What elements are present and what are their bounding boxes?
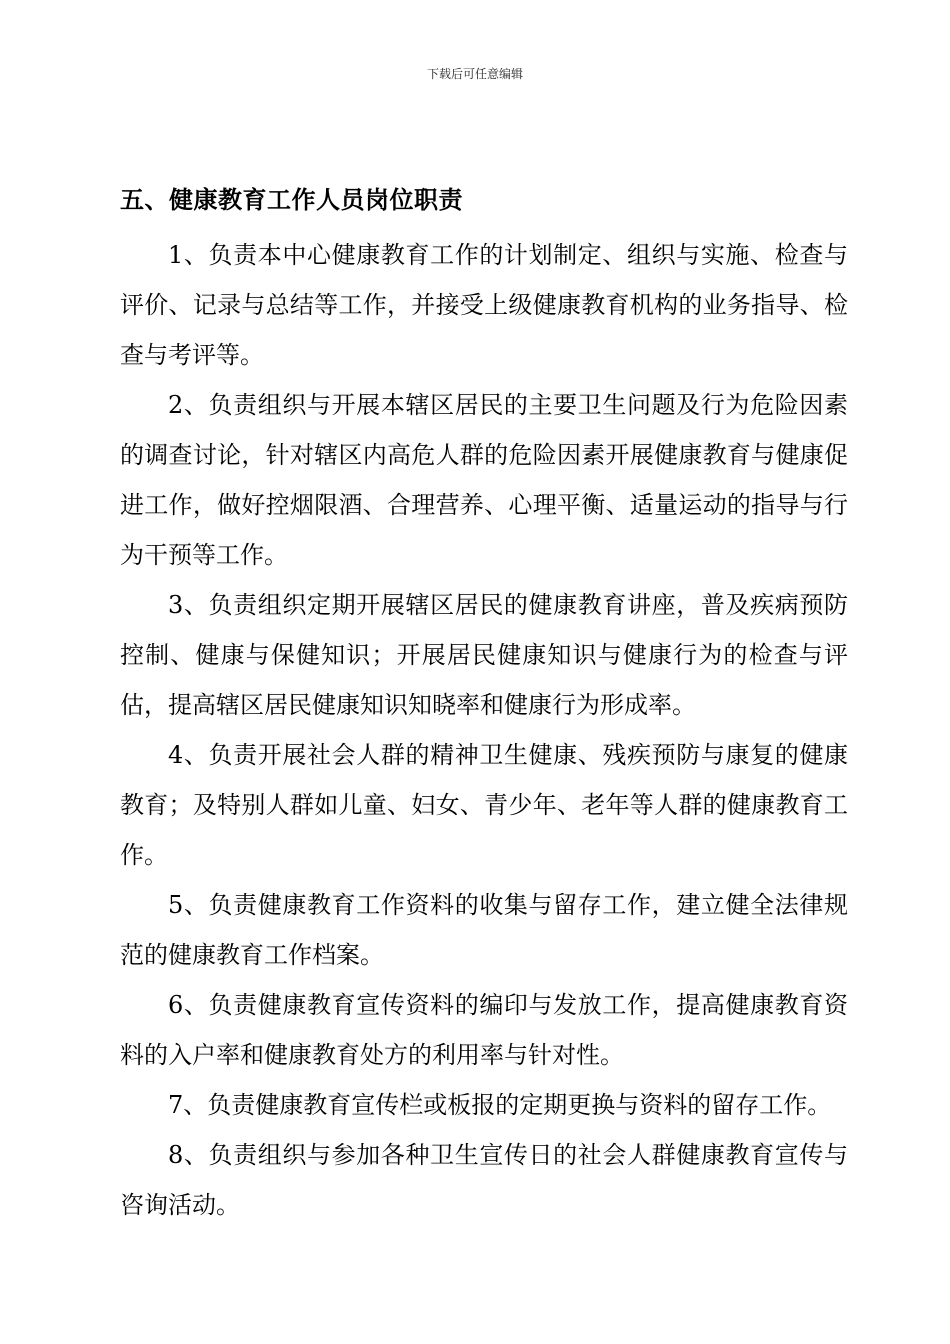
duty-paragraph-1: 1、负责本中心健康教育工作的计划制定、组织与实施、检查与评价、记录与总结等工作，并接受上级健康教育机构的业务指导、检查与考评等。 bbox=[120, 241, 848, 369]
duty-paragraph-5: 5、负责健康教育工作资料的收集与留存工作，建立健全法律规范的健康教育工作档案。 bbox=[120, 891, 848, 969]
duty-paragraph-8: 8、负责组织与参加各种卫生宣传日的社会人群健康教育宣传与咨询活动。 bbox=[120, 1141, 848, 1219]
page-header-note: 下载后可任意编辑 bbox=[426, 67, 523, 81]
duty-paragraph-2: 2、负责组织与开展本辖区居民的主要卫生问题及行为危险因素的调查讨论，针对辖区内高危人群的危险因素开展健康教育与健康促进工作，做好控烟限酒、合理营养、心理平衡、适量运动的指导与行为干预等工作。 bbox=[120, 391, 848, 569]
duty-paragraph-4: 4、负责开展社会人群的精神卫生健康、残疾预防与康复的健康教育；及特别人群如儿童、妇女、青少年、老年等人群的健康教育工作。 bbox=[120, 741, 848, 869]
duty-paragraph-6: 6、负责健康教育宣传资料的编印与发放工作，提高健康教育资料的入户率和健康教育处方的利用率与针对性。 bbox=[120, 991, 848, 1069]
duty-paragraph-3: 3、负责组织定期开展辖区居民的健康教育讲座，普及疾病预防控制、健康与保健知识；开展居民健康知识与健康行为的检查与评估，提高辖区居民健康知识知晓率和健康行为形成率。 bbox=[120, 591, 848, 719]
document-body bbox=[120, 180, 848, 1230]
section-title: 五、健康教育工作人员岗位职责 bbox=[120, 186, 463, 214]
duty-paragraph-7: 7、负责健康教育宣传栏或板报的定期更换与资料的留存工作。 bbox=[168, 1091, 832, 1119]
